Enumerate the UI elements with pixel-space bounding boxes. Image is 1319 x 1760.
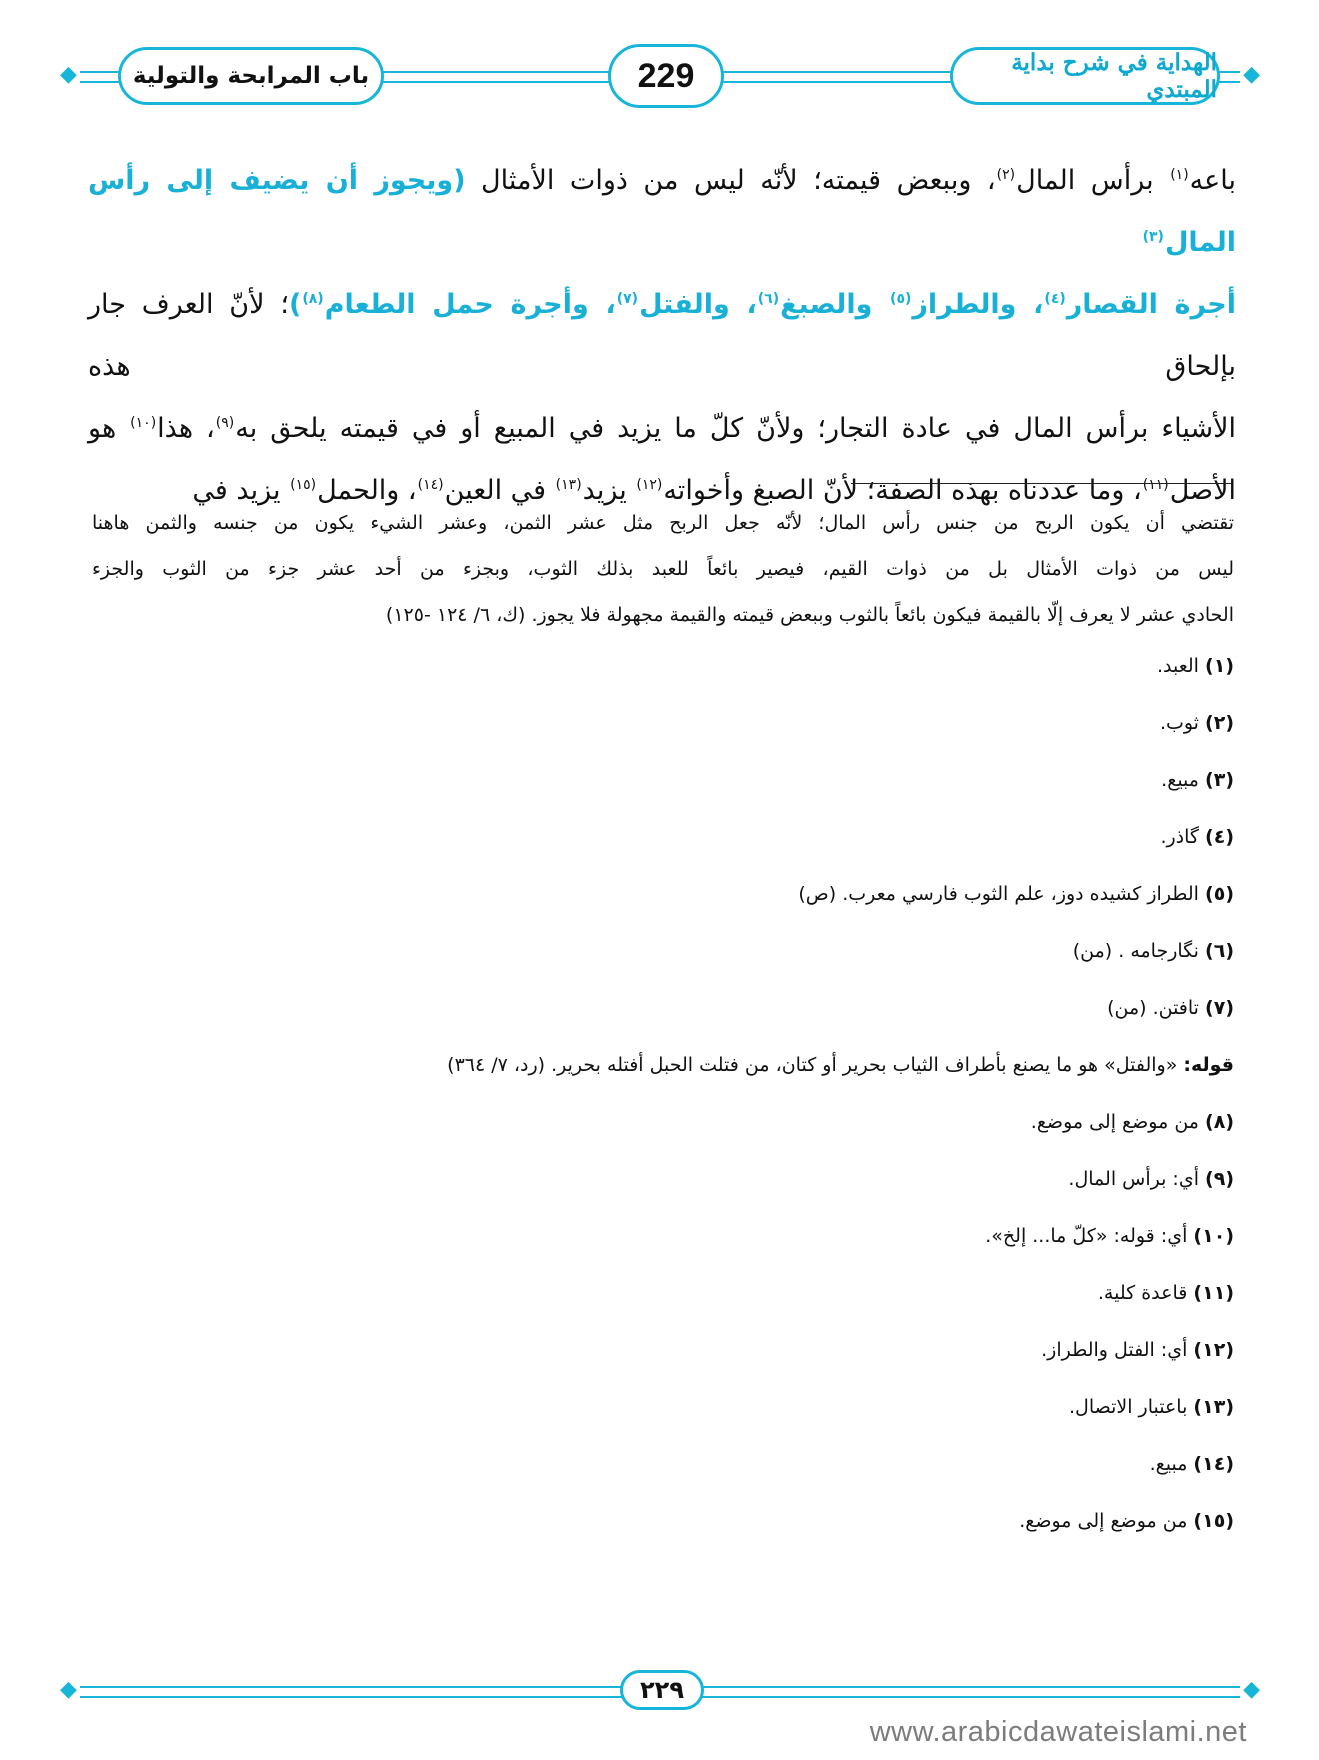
header-ornament-left: ◆ [60, 62, 77, 87]
commentary-text: يزيد [582, 475, 636, 506]
footnote-text: من موضع إلى موضع. [1019, 1510, 1188, 1532]
footnote-text: تافتن. (من) [1107, 997, 1199, 1019]
note-line: الحادي عشر لا يعرف إلّا بالقيمة فيكون بائعاً بالثوب وببعض قيمته والقيمة مجهولة فلا يجوز. (ك، ٦/ ١٢٤ -١٢٥) [385, 604, 1234, 626]
footer-ornament-right: ◆ [1243, 1677, 1260, 1702]
footnote-item [92, 695, 1234, 752]
footnote-number: (١٠) [1193, 1225, 1234, 1247]
footnote-ref: (٨) [302, 291, 324, 307]
footnote-number: (١٢) [1193, 1339, 1234, 1361]
footnotes-section [92, 500, 1234, 1550]
footnote-ref: (٩) [215, 415, 235, 431]
footnote-item [92, 1322, 1234, 1379]
footnote-item [92, 1379, 1234, 1436]
footnote-number: (١١) [1193, 1282, 1234, 1304]
footnote-number: (٨) [1205, 1111, 1234, 1133]
commentary-text: ، وما عددناه بهذه الصفة؛ لأنّ الصبغ وأخواته [663, 475, 1142, 506]
footnote-text: باعتبار الاتصال. [1068, 1396, 1188, 1418]
footnote-item [92, 980, 1234, 1037]
footnote-ref: (٣) [1142, 229, 1164, 245]
commentary-text: ، وببعض قيمته؛ لأنّه ليس من ذوات الأمثال [465, 165, 996, 196]
footnote-item [92, 809, 1234, 866]
book-title-box [950, 47, 1220, 105]
footer-page-number: ٢٢٩ [640, 1676, 684, 1704]
header-ornament-right: ◆ [1243, 62, 1260, 87]
page-header [60, 44, 1260, 110]
footnote-item [92, 1151, 1234, 1208]
matn-text: ، وأجرة حمل الطعام [324, 289, 616, 320]
footnote-number: قوله: [1183, 1054, 1234, 1076]
footnote-text: مبيع. [1149, 1453, 1188, 1475]
book-title: الهداية في شرح بداية المبتدي [1011, 49, 1217, 103]
footnote-ref: (١٠) [130, 415, 157, 431]
footnote-ref: (٦) [757, 291, 780, 307]
commentary-text: الأصل [1169, 475, 1236, 506]
footnote-item [92, 1037, 1234, 1094]
commentary-text: يزيد في [192, 475, 290, 506]
footnote-ref: (٥) [890, 291, 912, 307]
footnote-number: (٣) [1205, 769, 1234, 791]
commentary-text: ؛ لأنّ العرف جار بإلحاق هذه [88, 289, 1236, 382]
footnote-text: گاذر. [1160, 826, 1199, 848]
chapter-title: باب المرابحة والتولية [132, 63, 370, 89]
commentary-text: ، والحمل [317, 475, 417, 506]
footnote-ref: (٤) [1044, 291, 1066, 307]
footnote-text: مبيع. [1161, 769, 1199, 791]
footnote-text: ثوب. [1159, 712, 1199, 734]
note-paragraph [92, 500, 1234, 638]
footnote-number: (٢) [1205, 712, 1234, 734]
footnote-item [92, 1265, 1234, 1322]
footnote-item [92, 638, 1234, 695]
chapter-title-box [118, 47, 384, 105]
commentary-text: في العين [444, 475, 555, 506]
footnote-divider [851, 483, 1231, 484]
page-footer [60, 1668, 1260, 1718]
footnote-ref: (١٤) [417, 477, 444, 493]
footnote-text: أي: الفتل والطراز. [1041, 1339, 1188, 1361]
footnote-text: أي: قوله: «كلّ ما... إلخ». [985, 1225, 1188, 1247]
footnote-item [92, 1493, 1234, 1550]
matn-text: ، والفتل [639, 289, 757, 320]
main-line [88, 150, 1236, 274]
commentary-text: باعه [1189, 165, 1236, 196]
website-url: www.arabicdawateislami.net [869, 1716, 1247, 1748]
footnote-list [92, 638, 1234, 1550]
footnote-item [92, 866, 1234, 923]
note-line: تقتضي أن يكون الربح من جنس رأس المال؛ لأنّه جعل الربح مثل عشر الثمن، وعشر الشيء يكون من جنسه والثمن هاهنا [92, 512, 1234, 534]
footnote-text: أي: برأس المال. [1068, 1168, 1199, 1190]
note-line: ليس من ذوات الأمثال بل من ذوات القيم، فيصير بائعاً للعبد بذلك الثوب، وبجزء من أحد عشر جزء من الثوب والجزء [92, 558, 1234, 580]
matn-text: أجرة القصار [1066, 289, 1236, 320]
matn-text: (ويجوز أن يضيف إلى رأس المال [88, 165, 1236, 258]
footer-page-number-box [620, 1670, 704, 1710]
footnote-number: (٩) [1205, 1168, 1234, 1190]
commentary-text: هو [88, 413, 130, 444]
footnote-item [92, 1208, 1234, 1265]
matn-text: والصبغ [780, 289, 890, 320]
commentary-text: برأس المال [1016, 165, 1170, 196]
main-text [88, 150, 1236, 522]
footnote-text: قاعدة كلية. [1097, 1282, 1188, 1304]
footnote-text: الطراز كشيده دوز، علم الثوب فارسي معرب. (ص) [798, 883, 1199, 905]
footnote-ref: (٢) [996, 167, 1016, 183]
footnote-ref: (١٥) [290, 477, 317, 493]
footnote-text: نگارجامه . (من) [1072, 940, 1199, 962]
footnote-ref: (١) [1170, 167, 1189, 183]
footnote-number: (١٣) [1193, 1396, 1234, 1418]
footnote-text: العبد. [1156, 655, 1199, 677]
footnote-ref: (١٣) [555, 477, 582, 493]
commentary-text: الأشياء برأس المال في عادة التجار؛ ولأنّ كلّ ما يزيد في المبيع أو في قيمته يلحق به [235, 413, 1236, 444]
footnote-text: «والفتل» هو ما يصنع بأطراف الثياب بحرير أو كتان، من فتلت الحبل أفتله بحرير. (رد، ٧/ ٣٦٤) [447, 1054, 1178, 1076]
footnote-number: (١٥) [1193, 1510, 1234, 1532]
page-number: 229 [637, 56, 695, 95]
footnote-ref: (١٢) [636, 477, 663, 493]
footnote-number: (١) [1205, 655, 1234, 677]
commentary-text: ، هذا [157, 413, 215, 444]
main-line [88, 274, 1236, 398]
footer-ornament-left: ◆ [60, 1677, 77, 1702]
footnote-number: (٦) [1205, 940, 1234, 962]
matn-text: ، والطراز [912, 289, 1044, 320]
footnote-number: (١٤) [1193, 1453, 1234, 1475]
footnote-item [92, 923, 1234, 980]
footnote-item [92, 752, 1234, 809]
main-line [88, 398, 1236, 460]
footnote-number: (٤) [1205, 826, 1234, 848]
page-number-box [608, 44, 724, 108]
footnote-number: (٧) [1205, 997, 1234, 1019]
matn-text: ) [288, 289, 302, 320]
footnote-item [92, 1436, 1234, 1493]
footnote-item [92, 1094, 1234, 1151]
footnote-ref: (٧) [616, 291, 639, 307]
footnote-ref: (١١) [1142, 477, 1169, 493]
footnote-number: (٥) [1205, 883, 1234, 905]
footnote-text: من موضع إلى موضع. [1030, 1111, 1199, 1133]
